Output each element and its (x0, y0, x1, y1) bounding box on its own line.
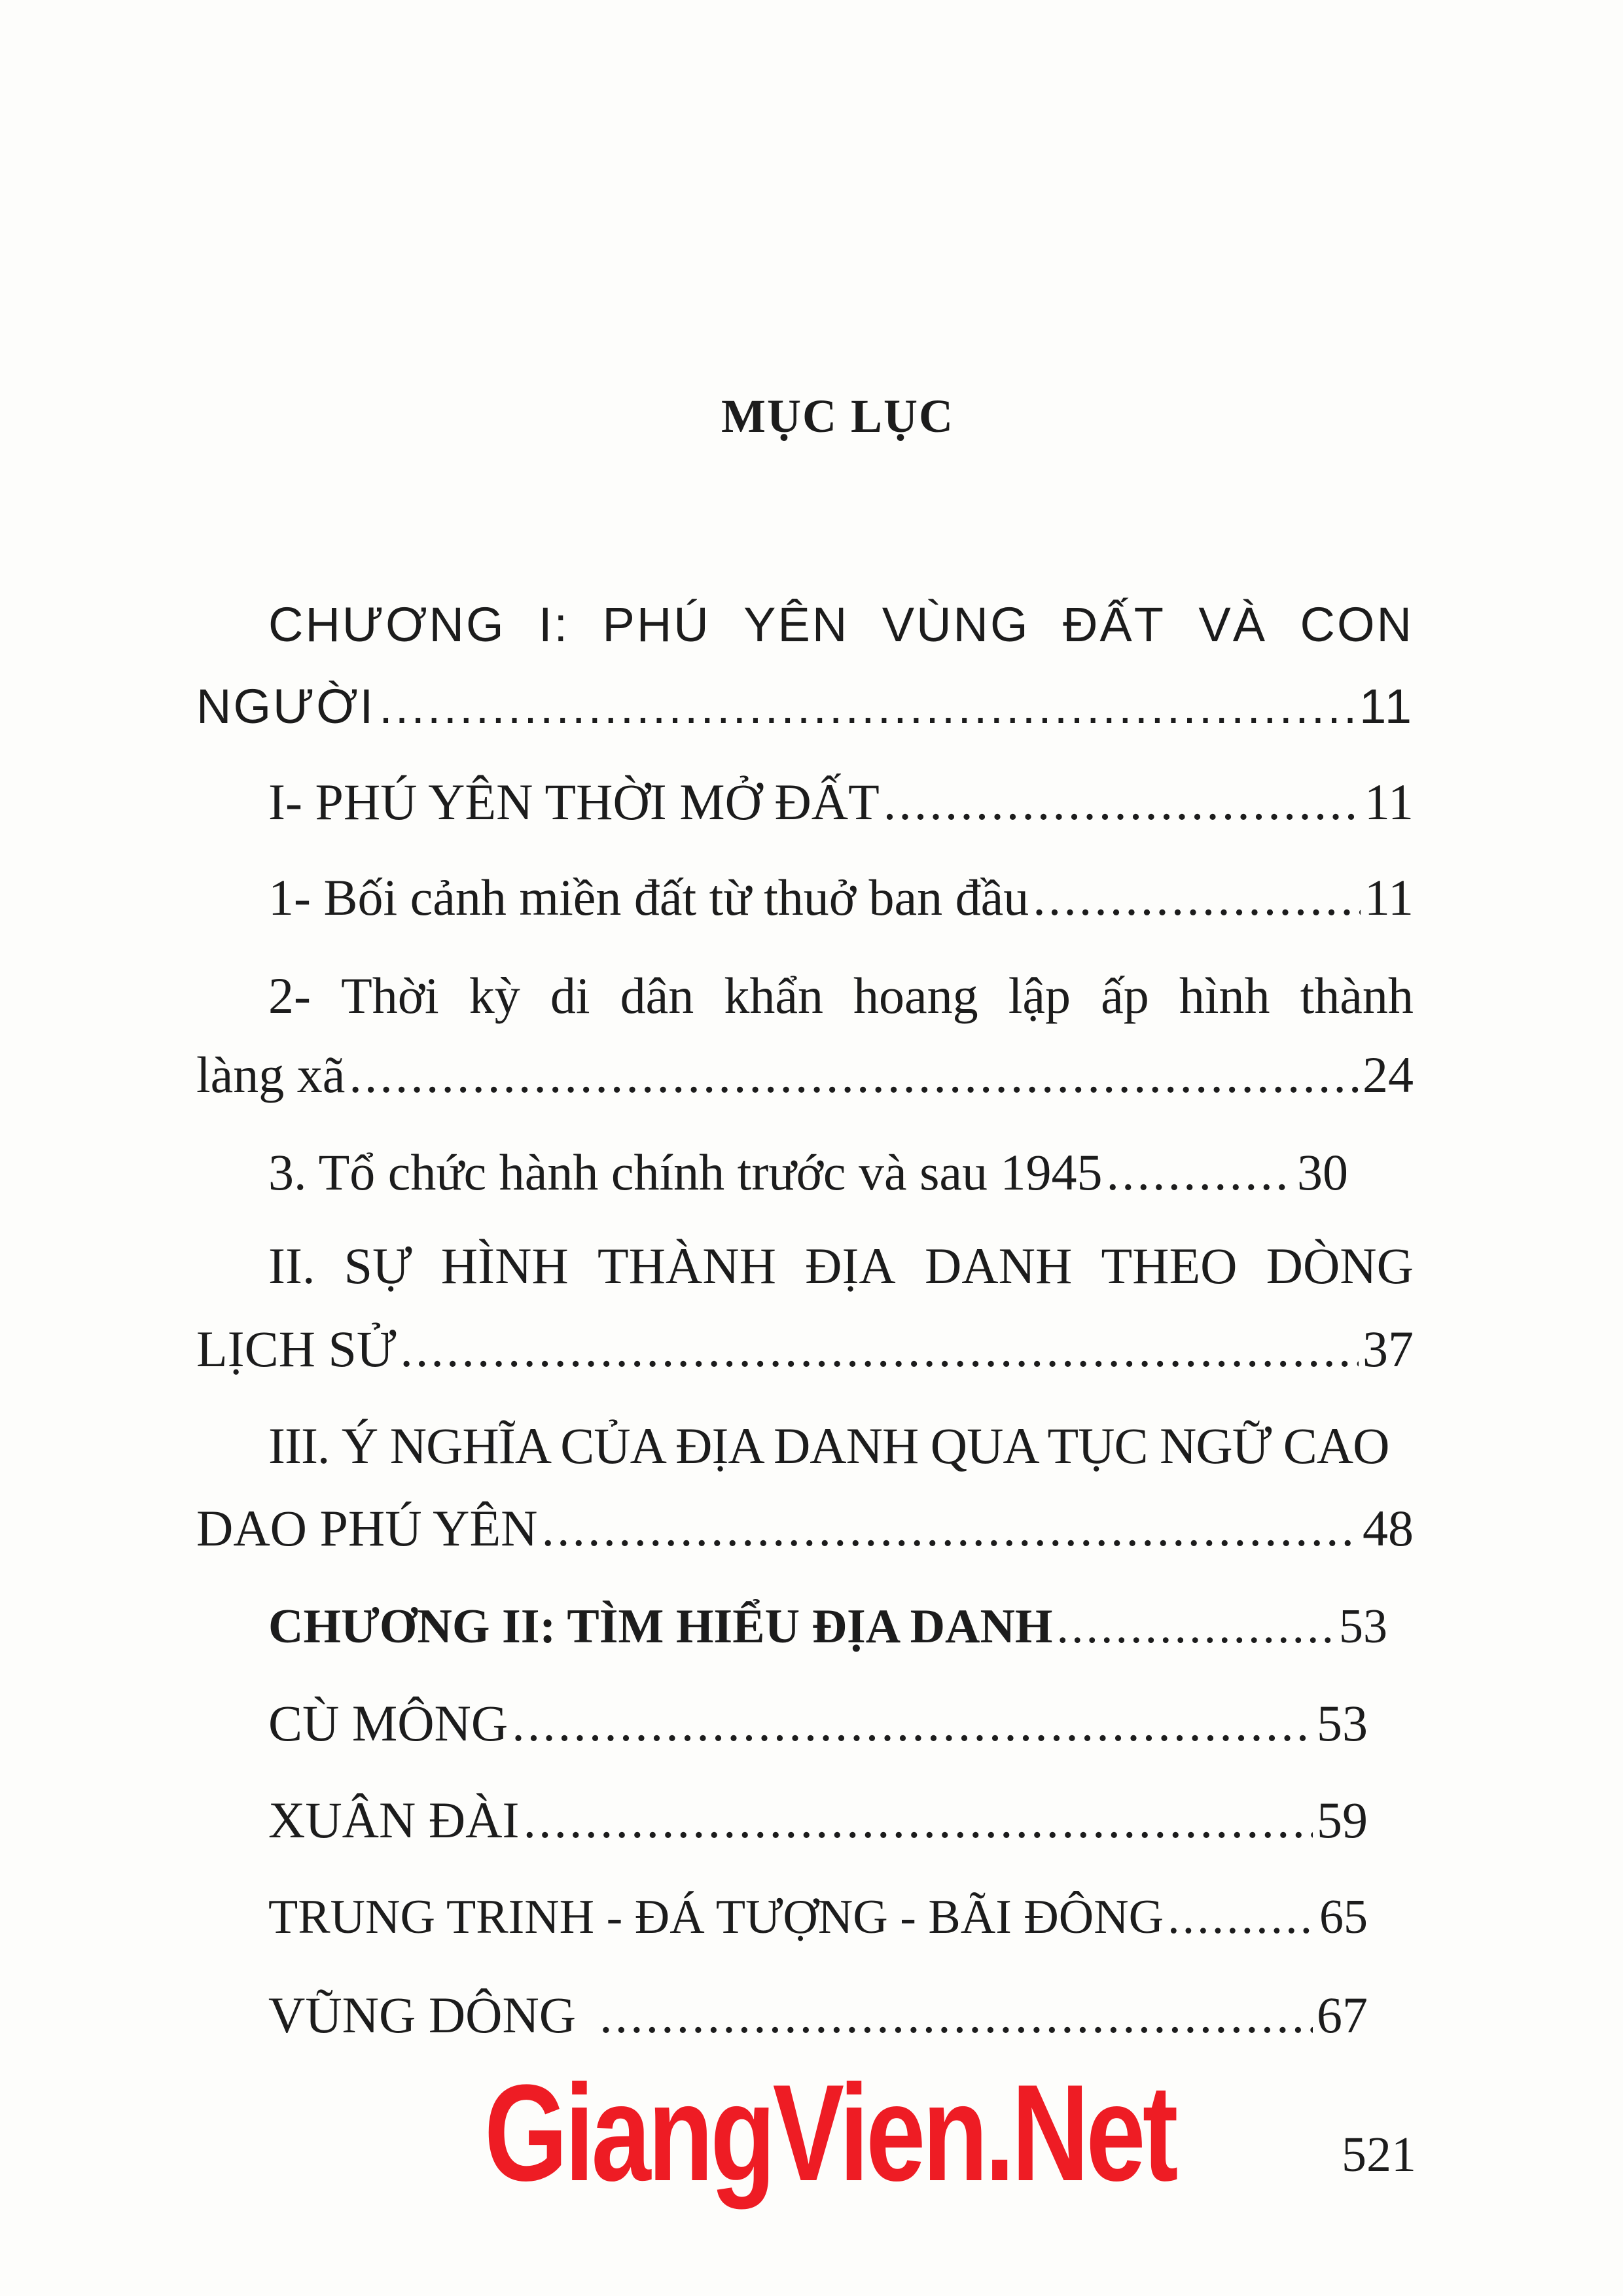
toc-page-number: 24 (1363, 1046, 1414, 1103)
toc-entry-place[interactable] (268, 1788, 1368, 1853)
word: CON (1300, 597, 1414, 652)
toc-entry-place[interactable] (268, 1884, 1368, 1950)
toc-entry-chapter-2[interactable] (268, 1594, 1387, 1659)
toc-page-number: 67 (1317, 1987, 1368, 2043)
toc-entry-label: 3. Tổ chức hành chính trước và sau 1945 (268, 1144, 1103, 1201)
toc-page-number: 30 (1297, 1144, 1348, 1201)
dot-leader (379, 674, 1355, 739)
toc-page-number: 48 (1363, 1500, 1414, 1557)
dot-leader (512, 1691, 1313, 1756)
word: II. (268, 1237, 315, 1294)
word: kỳ (469, 967, 520, 1024)
toc-entry-label: XUÂN ĐÀI (268, 1792, 520, 1848)
word: lập (1008, 967, 1071, 1024)
word: DÒNG (1266, 1237, 1414, 1294)
word: THEO (1101, 1237, 1238, 1294)
toc-entry-subsection-3[interactable] (268, 1140, 1348, 1205)
chapter-1-title-line1 (268, 592, 1414, 658)
page-title: MỤC LỤC (721, 390, 954, 442)
word: VÀ (1198, 597, 1268, 652)
dot-leader (541, 1496, 1359, 1561)
word: hình (1179, 967, 1270, 1024)
word: ĐỊA (805, 1237, 896, 1294)
dot-leader (599, 1983, 1313, 2048)
dot-leader (349, 1042, 1359, 1108)
dot-leader (883, 769, 1361, 835)
toc-entry-label: CHƯƠNG II: TÌM HIỂU ĐỊA DANH (268, 1600, 1053, 1653)
toc-entry-label: I- PHÚ YÊN THỜI MỞ ĐẤT (268, 773, 880, 830)
toc-page-number: 65 (1319, 1890, 1368, 1944)
word: DANH (924, 1237, 1073, 1294)
word: I: (538, 597, 570, 652)
toc-entry-section-3-line1: III. Ý NGHĨA CỦA ĐỊA DANH QUA TỤC NGỮ CAO (268, 1417, 1389, 1474)
toc-entry-label: làng xã (196, 1046, 346, 1103)
word: hoang (853, 967, 978, 1024)
word: ấp (1101, 967, 1149, 1024)
toc-entry-chapter-1[interactable] (196, 674, 1414, 739)
toc-entry-subsection-1[interactable] (268, 865, 1414, 930)
word: di (550, 967, 590, 1024)
word: Thời (341, 967, 439, 1024)
toc-entry-label: CÙ MÔNG (268, 1695, 508, 1752)
toc-page-number: 53 (1317, 1695, 1368, 1752)
toc-page-number: 37 (1363, 1320, 1414, 1377)
word: VÙNG (882, 597, 1030, 652)
word: HÌNH (440, 1237, 569, 1294)
toc-entry-label: VŨNG DÔNG (268, 1987, 577, 2043)
toc-entry-subsection-2-line1 (268, 963, 1414, 1029)
toc-entry-section-2-line1 (268, 1233, 1414, 1299)
dot-leader (400, 1316, 1359, 1382)
toc-page-number: 11 (1364, 773, 1414, 830)
toc-entry-section-2[interactable] (196, 1316, 1414, 1382)
toc-entry-place[interactable] (268, 1983, 1368, 2048)
toc-entry-label: 1- Bối cảnh miền đất từ thuở ban đầu (268, 869, 1029, 926)
toc-page-number: 11 (1364, 869, 1414, 926)
dot-leader (1168, 1884, 1315, 1950)
toc-entry-place[interactable] (268, 1691, 1368, 1756)
toc-entry-subsection-2[interactable] (196, 1042, 1414, 1108)
toc-entry-section-3[interactable] (196, 1496, 1414, 1561)
dot-leader (523, 1788, 1313, 1853)
dot-leader (1057, 1594, 1336, 1659)
toc-entry-label: DAO PHÚ YÊN (196, 1500, 538, 1557)
word: CHƯƠNG (268, 597, 506, 652)
watermark-logo: GiangVien.Net (484, 2056, 1175, 2210)
word: SỰ (344, 1237, 412, 1294)
toc-page-number: 59 (1317, 1792, 1368, 1848)
word: PHÚ (602, 597, 711, 652)
toc-page-number: 53 (1339, 1600, 1387, 1653)
toc-entry-label: LỊCH SỬ (196, 1320, 397, 1377)
toc-entry-label: NGƯỜI (196, 679, 376, 733)
word: 2- (268, 967, 311, 1024)
dot-leader (1107, 1140, 1293, 1205)
word: YÊN (743, 597, 849, 652)
page-number: 521 (1342, 2127, 1416, 2182)
toc-entry-section-1[interactable] (268, 769, 1414, 835)
word: khẩn (724, 967, 823, 1024)
word: thành (1300, 967, 1414, 1024)
word: dân (620, 967, 694, 1024)
word: ĐẤT (1062, 597, 1166, 652)
toc-entry-label: TRUNG TRINH - ĐÁ TƯỢNG - BÃI ĐÔNG (268, 1890, 1164, 1944)
toc-page-number: 11 (1359, 679, 1414, 733)
dot-leader (1033, 865, 1361, 930)
word: THÀNH (597, 1237, 776, 1294)
